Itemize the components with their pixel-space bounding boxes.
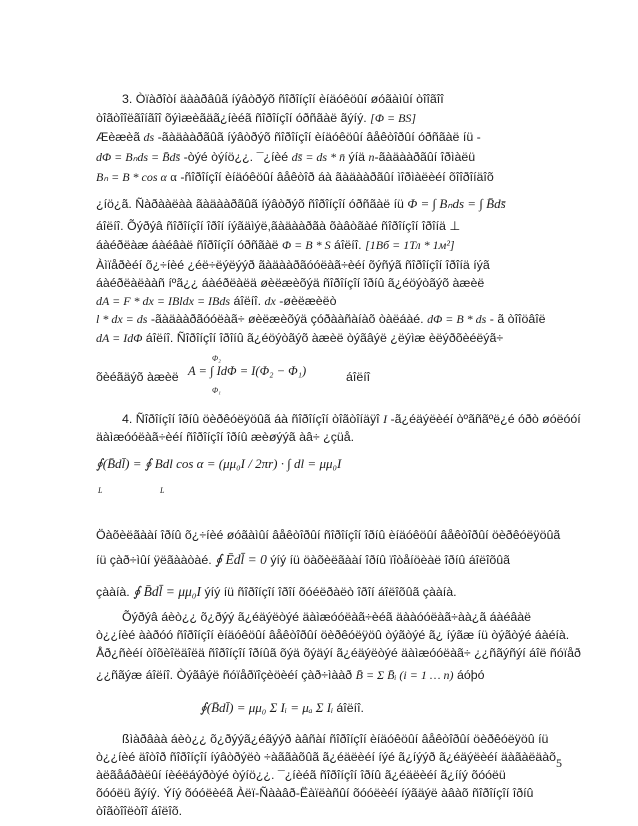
p1-line-5 xyxy=(96,170,494,185)
text: -ã¿éäýëèéí òºãñãºë¿é óðò øóëóóí xyxy=(390,412,581,426)
formula: [Φ = BS] xyxy=(370,111,417,125)
text: áîëíî. xyxy=(233,294,262,308)
text: -ñîðîíçîí èíäóêöûí âåêòîð áà ãàäààðãûí ìîðìàëèéí õîîðîíäîõ xyxy=(180,170,494,184)
p1-line-10 xyxy=(96,276,484,291)
page-number: 5 xyxy=(556,756,562,770)
text: -òýé òýíö¿¿. ¯¿íèé xyxy=(183,150,289,164)
text: äàìæóóëàã÷èéí ñîðîíçîí îðíû æèøýýã àâ÷ ¿çüå. xyxy=(96,430,355,444)
text: ò¿¿íèé äîòîð ñîðîíçîí íýâòðýëò ÷àããàõûã ã¿éäëèéí íýé ã¿íýýð ã¿éäýëèéí äàãàëäàõ xyxy=(96,750,557,764)
text: -ãàäààðãûí îðìàëü xyxy=(374,150,476,164)
p4-line-4 xyxy=(96,786,533,801)
p4-line-1 xyxy=(122,732,548,747)
p1-line-13 xyxy=(96,331,503,346)
text: áóþó xyxy=(456,668,485,682)
text: ò¿¿íèé ààðóó ñîðîíçîí èíäóêöûí âåêòîðûí öèðêóëÿöû òýãòýé ã¿ íýãæ íü òýãòýé áàéíà. xyxy=(96,628,570,642)
text: áîëíî xyxy=(346,370,371,384)
text: ýíä xyxy=(348,150,366,164)
text: 3. Òïàðîòí äààðâûã íýâòðýõ ñîðîíçîí èíäóêöûí øóãàìûí òîîãîî xyxy=(122,92,444,106)
symbol: ds xyxy=(143,130,155,144)
formula: [1Вб = 1Тл * 1м²] xyxy=(365,238,455,252)
text: òîãòîîëãîíãîî õýìæèãäã¿íèéã ñîðîíçîí óðñãàë ãýíý. xyxy=(96,111,367,125)
p1-line-1 xyxy=(122,92,444,107)
p3-line-2 xyxy=(96,628,569,643)
integral-lower-limit: Φ₁ xyxy=(212,386,221,395)
p2-line-4 xyxy=(96,552,510,568)
work-integral-formula: A = ∫ IdΦ = I(Φ₂ − Φ₁) xyxy=(188,364,307,378)
p3-line-3 xyxy=(96,646,581,661)
integral-upper-limit: Φ₂ xyxy=(212,354,221,363)
text: -ãàäààðãóóëàã÷ øèëæèõýä çóðààñàíàõ òàëáàé. xyxy=(150,312,424,326)
circulation-formula xyxy=(96,456,341,472)
p1-line-8 xyxy=(96,238,455,253)
symbol: α xyxy=(170,170,177,184)
symbol: I xyxy=(383,412,388,426)
formula: l * dx = ds xyxy=(96,312,148,326)
p1-line-4 xyxy=(96,150,475,165)
p1-line-11 xyxy=(96,294,336,309)
text: áîëíî. Ñîðîíçîí îðîíû ã¿éöýòãýõ àæèë òýãâýë ¿ëýìæ èëýðõèéëýã÷ xyxy=(145,331,504,345)
formula: dΦ = B * ds xyxy=(427,312,487,326)
symbol: n xyxy=(368,150,375,164)
text: -ãàäààðãûã íýâòðýõ ñîðîíçîí èíäóêöûí âåêòîðûí óðñãàë íü - xyxy=(157,130,481,144)
p2-line-3 xyxy=(96,528,560,543)
formula: dA = F * dx = IBldx = IBds xyxy=(96,294,231,308)
text: çààíà. xyxy=(96,585,130,599)
text: 4. Ñîðîíçîí îðíû öèðêóëÿöûã áà ñîðîíçîí òîãòîíäÿî xyxy=(122,412,380,426)
text: õèéãäýõ àæèë xyxy=(96,370,179,384)
formula: ∮(B̄dl̄) = μμ₀ Σ Iᵢ = μₐ Σ Iᵢ xyxy=(200,700,334,715)
text: áîëíî. xyxy=(334,238,362,252)
text: ýíý íü ñîðîíçîí îðîí õóéëðàëò îðîí áîëîõûã çààíà. xyxy=(204,585,457,599)
p1-line-3 xyxy=(96,130,481,145)
text: ¿íö¿ã. Ñàðààëàà ãàäààðãûã íýâòðýõ ñîðîíçîí óðñãàë íü xyxy=(96,197,404,211)
text: áàéðëàëààñ íºã¿¿ áàéðëàëä øèëæèõýä ñîðîíçîí îðíû ã¿éöýòãýõ àæèë xyxy=(96,276,485,290)
formula: Φ = B * S xyxy=(282,238,331,252)
p1-line-9 xyxy=(96,258,490,273)
p2-line-5 xyxy=(96,584,457,600)
text: òîãòîîëòîî áîëîõ. xyxy=(96,804,183,818)
formula: ∮ Ēdl̄ = 0 xyxy=(215,552,267,567)
p2-line-1 xyxy=(122,412,581,427)
text: áîëíî. Õýðýâ ñîðîíçîí îðîí íýãäìýë,ãàäààðãà õàâòãàé ñîðîíçîí îðîíä xyxy=(96,219,446,233)
text: - ã òîîöâîë xyxy=(489,312,546,326)
text: ßìàðâàà áèò¿¿ õ¿ðýýã¿éãýýð àâñàí ñîðîíçîí èíäóêöûí âåêòîðûí öèðêóëÿöû íü xyxy=(122,732,549,746)
text: íü çàð÷ìûí ÿëãààòàé. xyxy=(96,553,212,567)
p4-line-3 xyxy=(96,768,506,783)
text: ¿¿ñãýæ áîëíî. Òýãâýë ñóïåðïîçèöèéí çàð÷ìààð xyxy=(96,668,353,682)
p1-line-2 xyxy=(96,111,416,126)
formula: B̄ = Σ B̄ᵢ (i = 1 … n) xyxy=(355,668,454,682)
p1-line-6 xyxy=(96,196,506,212)
p3-line-1 xyxy=(122,610,531,625)
text: -øèëæèëò xyxy=(279,294,337,308)
formula: ∮ B̄dl̄ = μμ₀I xyxy=(133,584,201,599)
text: ýíý íü öàõèëãààí îðíû ïîòåíöèàë îðíû áîëîõûã xyxy=(270,553,511,567)
symbol: dx xyxy=(264,294,276,308)
text: áîëíî. xyxy=(336,701,364,715)
p1-line-14 xyxy=(96,370,179,385)
p1-line-7 xyxy=(96,219,460,234)
formula: Bₙ = B * cos α xyxy=(96,170,167,184)
contour-label: L xyxy=(98,486,103,495)
p3-line-4 xyxy=(96,668,485,683)
formula: Φ = ∫ Bₙds = ∫ B̄ds̄ xyxy=(407,196,506,211)
text: Åð¿ñèéí òîõèîëäîëä ñîðîíçîí îðíûã õýä õýäýí ã¿éäýëòýé äàìæóóëàã÷ ¿¿ñãýñýí áîë ñóïåð xyxy=(96,646,581,660)
text: Öàõèëãààí îðíû õ¿÷íèé øóãàìûí âåêòîðûí ñîðîíçîí îðíû èíäóêöûí âåêòîðûí öèðêóëÿöûã xyxy=(96,528,561,542)
contour-label: L xyxy=(160,486,165,495)
text: Àìïåðèéí õ¿÷íèé ¿éë÷ëýëýýð ãàäààðãóóëàã÷èéí õýñýã ñîðîíçîí îðîíä íýã xyxy=(96,258,490,272)
p2-line-2 xyxy=(96,430,354,445)
formula: dΦ = Bₙds = B̄ds̄ xyxy=(96,150,181,164)
p1-line-14-end xyxy=(346,370,370,385)
text: áàéðëàæ áàéâàë ñîðîíçîí óðñãàë xyxy=(96,238,279,252)
p4-line-2 xyxy=(96,750,556,765)
text: õóóëü ãýíý. Ýíý õóóëèéã Àëï-Ñààâð-Ëàïëàñûí õóóëèéí íýãäýë àâàõ ñîðîíçîí îðíû xyxy=(96,786,534,800)
ampere-law-formula xyxy=(200,700,364,716)
formula: dA = IdΦ xyxy=(96,331,143,345)
text: Õýðýâ áèò¿¿ õ¿ðýý ã¿éäýëòýé äàìæóóëàã÷èéã äààóóëàã÷àà¿ã áàéâàë xyxy=(122,610,532,624)
p4-line-5 xyxy=(96,804,182,819)
p1-line-12 xyxy=(96,312,546,327)
formula: ds̄ = ds * n̄ xyxy=(291,150,346,164)
perpendicular-symbol: ⊥ xyxy=(449,219,461,233)
formula: ∮(B̄dl̄) = ∮ Bdl cos α = (μμ₀I / 2πr) · ∫ dl = μμ₀I xyxy=(96,456,342,471)
text: Æèæèã xyxy=(96,130,141,144)
text: àëãåáðàëûí íèéëáýðòýé òýíö¿¿. ¯¿íèéã ñîðîíçîí îðíû ã¿éäëèéí ã¿ííý õóóëü xyxy=(96,768,506,782)
